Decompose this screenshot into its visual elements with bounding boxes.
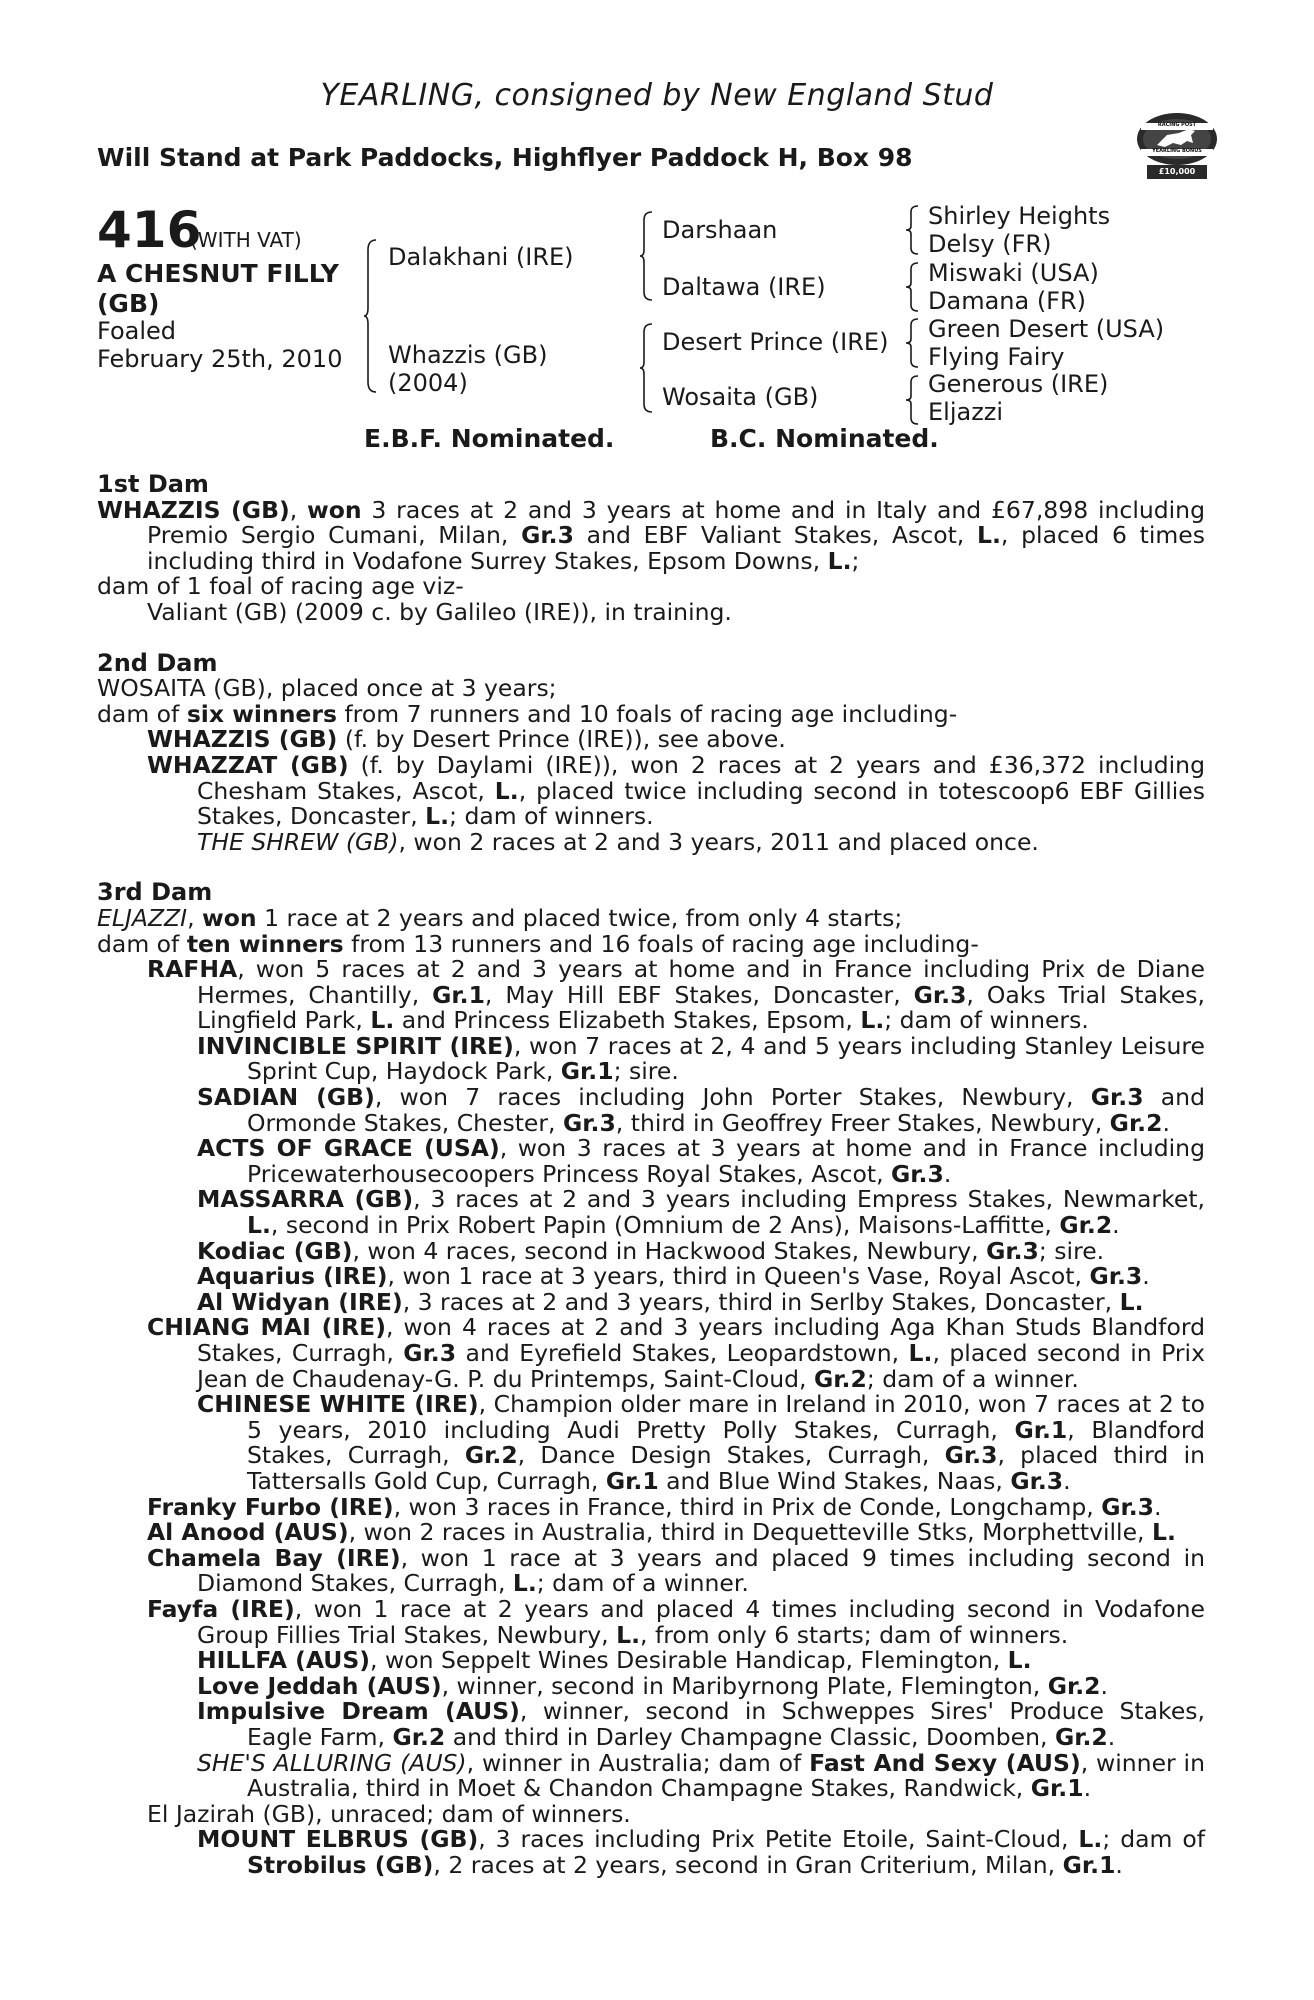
pedigree-bracket-g3 [906,317,920,369]
second-dam-title: 2nd Dam [97,648,218,677]
produce-aquarius: Aquarius (IRE), won 1 race at 3 years, third in Queen's Vase, Royal Ascot, Gr.3. [197,1262,1150,1291]
consignor-line: YEARLING, consigned by New England Stud [320,78,994,113]
produce-chinese-white: CHINESE WHITE (IRE), Champion older mare in Ireland in 2010, won 7 races at 2 to 5 years, 2010 including Audi Pretty Polly Stakes, Curragh, Gr.1, Blandford Stakes, Curragh, Gr.2, Dance Design Stakes, Curragh, Gr.3, placed third in Tattersalls Gold Cup, Curragh, Gr.1 and Blue Wind Stakes, Naas, Gr.3. [197,1390,1205,1495]
ebf-nominated: E.B.F. Nominated. [364,424,615,453]
foaled-label: Foaled [97,317,177,345]
produce-chiang-mai: CHIANG MAI (IRE), won 4 races at 2 and 3 years including Aga Khan Studs Blandford Stakes, Curragh, Gr.3 and Eyrefield Stakes, Leopardstown, L., placed second in Prix Jean de Chaudenay-G. P. du Printemps, Saint-Cloud, Gr.2; dam of a winner. [147,1313,1205,1393]
produce-shes-alluring: SHE'S ALLURING (AUS), winner in Australia; dam of Fast And Sexy (AUS), winner in Australia, third in Moet & Chandon Champagne Stakes, Randwick, Gr.1. [197,1748,1205,1803]
vat-note: (WITH VAT) [190,228,302,252]
pedigree-bracket-3 [640,322,654,414]
produce-impulsive-dream: Impulsive Dream (AUS), winner, second in Schweppes Sires' Produce Stakes, Eagle Farm, Gr.2 and third in Darley Champagne Classic, Doomben, Gr.2. [197,1697,1205,1751]
badge-top-text: RACING POST [1157,122,1197,128]
third-dam-produce-intro: dam of ten winners from 13 runners and 16 foals of racing age including- [97,929,979,958]
produce-hillfa: HILLFA (AUS), won Seppelt Wines Desirable Handicap, Flemington, L. [197,1646,1032,1675]
pedigree-bracket-1 [364,238,378,394]
produce-massarra: MASSARRA (GB), 3 races at 2 and 3 years including Empress Stakes, Newmarket, L., second in Prix Robert Papin (Omnium de 2 Ans), Maisons-Laffitte, Gr.2. [197,1185,1206,1240]
stand-location: Will Stand at Park Paddocks, Highflyer Paddock H, Box 98 [97,143,913,172]
foaled-info [97,317,342,373]
second-dam-section [97,648,1205,856]
produce-el-jazirah: El Jazirah (GB), unraced; dam of winners. [147,1799,631,1828]
third-dam-section [97,880,1205,1878]
pedigree-bracket-g1 [906,204,920,256]
badge-mid-text: YEARLING BONUS [1152,148,1202,154]
produce-al-anood: Al Anood (AUS), won 2 races in Australia, third in Dequetteville Stks, Morphettville, L. [147,1518,1176,1547]
produce-fayfa: Fayfa (IRE), won 1 race at 2 years and placed 4 times including second in Vodafone Group Fillies Trial Stakes, Newbury, L., from only 6 starts; dam of winners. [147,1594,1205,1649]
produce-kodiac: Kodiac (GB), won 4 races, second in Hackwood Stakes, Newbury, Gr.3; sire. [197,1236,1105,1265]
third-dam-title: 3rd Dam [97,878,213,907]
pedigree-bracket-g4 [906,374,920,426]
pedigree-sire: Dalakhani (IRE) [388,243,574,271]
produce-rafha: RAFHA, won 5 races at 2 and 3 years at home and in France including Prix de Diane Hermes, Chantilly, Gr.1, May Hill EBF Stakes, Doncaster, Gr.3, Oaks Trial Stakes, Lingfield Park, L. and Princess Elizabeth Stakes, Epsom, L.; dam of winners. [147,955,1205,1035]
second-dam-produce-2: WHAZZAT (GB) (f. by Daylami (IRE)), won 2 races at 2 years and £36,372 including Chesham Stakes, Ascot, L., placed twice including second in totescoop6 EBF Gillies Stakes, Doncaster, L.; dam of winners. [147,750,1205,831]
pedigree-dam-year: (2004) [388,369,468,397]
second-dam-produce-1: WHAZZIS (GB) (f. by Desert Prince (IRE)), see above. [147,725,786,754]
pedigree-notes [97,472,1205,1903]
pedigree-bracket-2 [640,210,654,302]
foaled-date: February 25th, 2010 [97,345,343,373]
bc-nominated: B.C. Nominated. [710,424,939,453]
produce-acts-of-grace: ACTS OF GRACE (USA), won 3 races at 3 years at home and in France including Pricewaterhousecoopers Princess Royal Stakes, Ascot, Gr.3. [197,1134,1205,1188]
pedigree-dam: Whazzis (GB) [388,341,548,369]
produce-mount-elbrus: MOUNT ELBRUS (GB), 3 races including Prix Petite Etoile, Saint-Cloud, L.; dam of Strobilus (GB), 2 races at 2 years, second in Gran Criterium, Milan, Gr.1. [197,1825,1205,1879]
produce-chamela-bay: Chamela Bay (IRE), won 1 race at 3 years and placed 9 times including second in Diamond Stakes, Curragh, L.; dam of a winner. [147,1543,1205,1598]
pedigree-dam-sire: Desert Prince (IRE) [662,328,889,356]
pedigree-g7: Generous (IRE) [928,370,1109,398]
second-dam-grandproduce-1: THE SHREW (GB), won 2 races at 2 and 3 years, 2011 and placed once. [197,827,1039,856]
pedigree-g4: Damana (FR) [928,287,1087,315]
second-dam-produce-intro: dam of six winners from 7 runners and 10 foals of racing age including- [97,699,958,728]
pedigree-sire-dam: Daltawa (IRE) [662,273,826,301]
pedigree-g8: Eljazzi [928,398,1004,426]
first-dam-title: 1st Dam [97,470,209,498]
produce-sadian: SADIAN (GB), won 7 races including John Porter Stakes, Newbury, Gr.3 and Ormonde Stakes, Chester, Gr.3, third in Geoffrey Freer Stakes, Newbury, Gr.2. [197,1083,1205,1137]
badge-amount-text: £10,000 [1158,167,1196,176]
yearling-bonus-badge [1133,95,1221,187]
first-dam-produce-1: Valiant (GB) (2009 c. by Galileo (IRE)), in training. [147,597,732,626]
pedigree-g2: Delsy (FR) [928,230,1052,258]
pedigree-g6: Flying Fairy [928,343,1065,371]
pedigree-g1: Shirley Heights [928,202,1111,230]
produce-love-jeddah: Love Jeddah (AUS), winner, second in Maribyrnong Plate, Flemington, Gr.2. [197,1671,1108,1700]
pedigree-g5: Green Desert (USA) [928,315,1165,343]
horse-description [97,259,367,319]
first-dam-section [97,472,1205,626]
pedigree-g3: Miswaki (USA) [928,259,1099,287]
produce-franky-furbo: Franky Furbo (IRE), won 3 races in France, third in Prix de Conde, Longchamp, Gr.3. [147,1492,1162,1521]
third-dam-entry: ELJAZZI, won 1 race at 2 years and placed twice, from only 4 starts; [97,903,903,932]
first-dam-produce-intro: dam of 1 foal of racing age viz- [97,572,464,601]
pedigree-bracket-g2 [906,261,920,313]
produce-al-widyan: Al Widyan (IRE), 3 races at 2 and 3 years, third in Serlby Stakes, Doncaster, L. [197,1287,1144,1316]
produce-invincible-spirit: INVINCIBLE SPIRIT (IRE), won 7 races at 2, 4 and 5 years including Stanley Leisure Sprint Cup, Haydock Park, Gr.1; sire. [197,1031,1206,1086]
lot-number: 416 [97,201,202,259]
first-dam-entry: WHAZZIS (GB), won 3 races at 2 and 3 years at home and in Italy and £67,898 including Premio Sergio Cumani, Milan, Gr.3 and EBF Valiant Stakes, Ascot, L., placed 6 times including third in Vodafone Surrey Stakes, Epsom Downs, L.; [97,495,1206,575]
horse-name-line1: A CHESNUT FILLY [97,259,339,288]
second-dam-entry: WOSAITA (GB), placed once at 3 years; [97,674,557,703]
pedigree-sire-sire: Darshaan [662,216,778,244]
horse-name-line2: (GB) [97,289,160,318]
pedigree-dam-dam: Wosaita (GB) [662,383,819,411]
